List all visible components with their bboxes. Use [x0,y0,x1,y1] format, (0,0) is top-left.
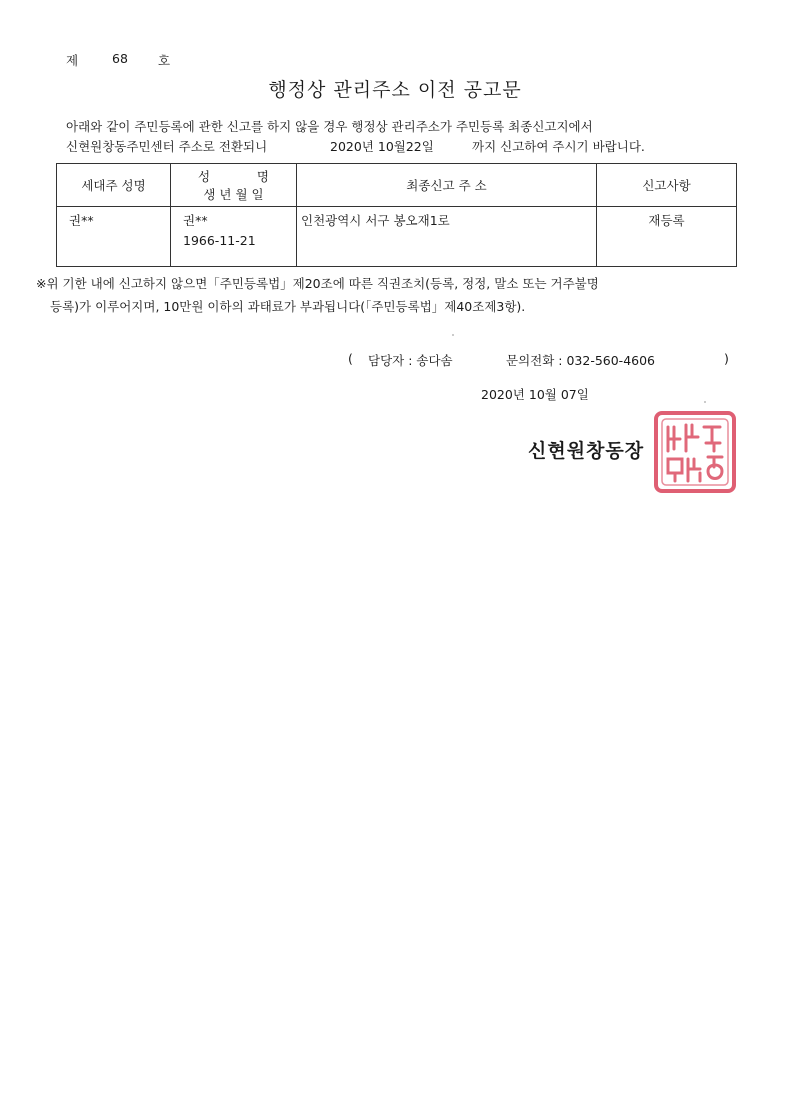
contact-staff: 담당자 : 송다솜 [368,353,453,368]
page-title: 행정상 관리주소 이전 공고문 [268,79,522,101]
document-number-value: 68 [112,51,128,66]
signature-name: 신현원창동장 [528,440,645,462]
cell-householder: 권** [57,207,171,267]
cell-birth: 1966-11-21 [183,233,256,248]
intro-line-1: 아래와 같이 주민등록에 관한 신고를 하지 않을 경우 행정상 관리주소가 주민등록 최종신고지에서 [66,119,593,134]
contact-open-paren: ( [348,351,353,366]
table-header-row [57,164,737,207]
table-row [57,207,737,267]
header-name-b: 명 [256,169,269,184]
header-name-birth [171,164,297,207]
scan-speck [452,334,454,336]
scan-speck [704,401,706,403]
header-name-a: 성 [198,169,211,184]
header-birth: 생 년 월 일 [203,187,264,202]
household-table [56,163,737,267]
issue-date: 2020년 10월 07일 [481,387,589,402]
header-name [172,167,295,185]
document-number-suffix: 호 [158,53,171,68]
cell-name: 권** [183,213,208,228]
cell-report: 재등록 [597,207,737,267]
legal-notice-line-1: ※위 기한 내에 신고하지 않으면「주민등록법」제20조에 따른 직권조치(등록, 정정, 말소 또는 거주불명 [36,276,599,291]
intro-line-2-ending: 까지 신고하여 주시기 바랍니다. [472,139,645,154]
header-report: 신고사항 [597,164,737,207]
contact-close-paren: ) [724,351,729,366]
header-householder: 세대주 성명 [57,164,171,207]
intro-line-2-text: 신현원창동주민센터 주소로 전환되니 [66,139,268,154]
official-seal-icon [654,411,736,493]
cell-name-birth [171,207,297,267]
contact-phone: 문의전화 : 032-560-4606 [506,353,656,368]
cell-address: 인천광역시 서구 봉오재1로 [297,207,597,267]
header-last-address: 최종신고 주 소 [297,164,597,207]
document-number-prefix: 제 [66,53,79,68]
legal-notice-line-2: 등록)가 이루어지며, 10만원 이하의 과태료가 부과됩니다(「주민등록법」제40조제3항). [50,299,526,314]
deadline-date: 2020년 10월22일 [330,139,434,154]
